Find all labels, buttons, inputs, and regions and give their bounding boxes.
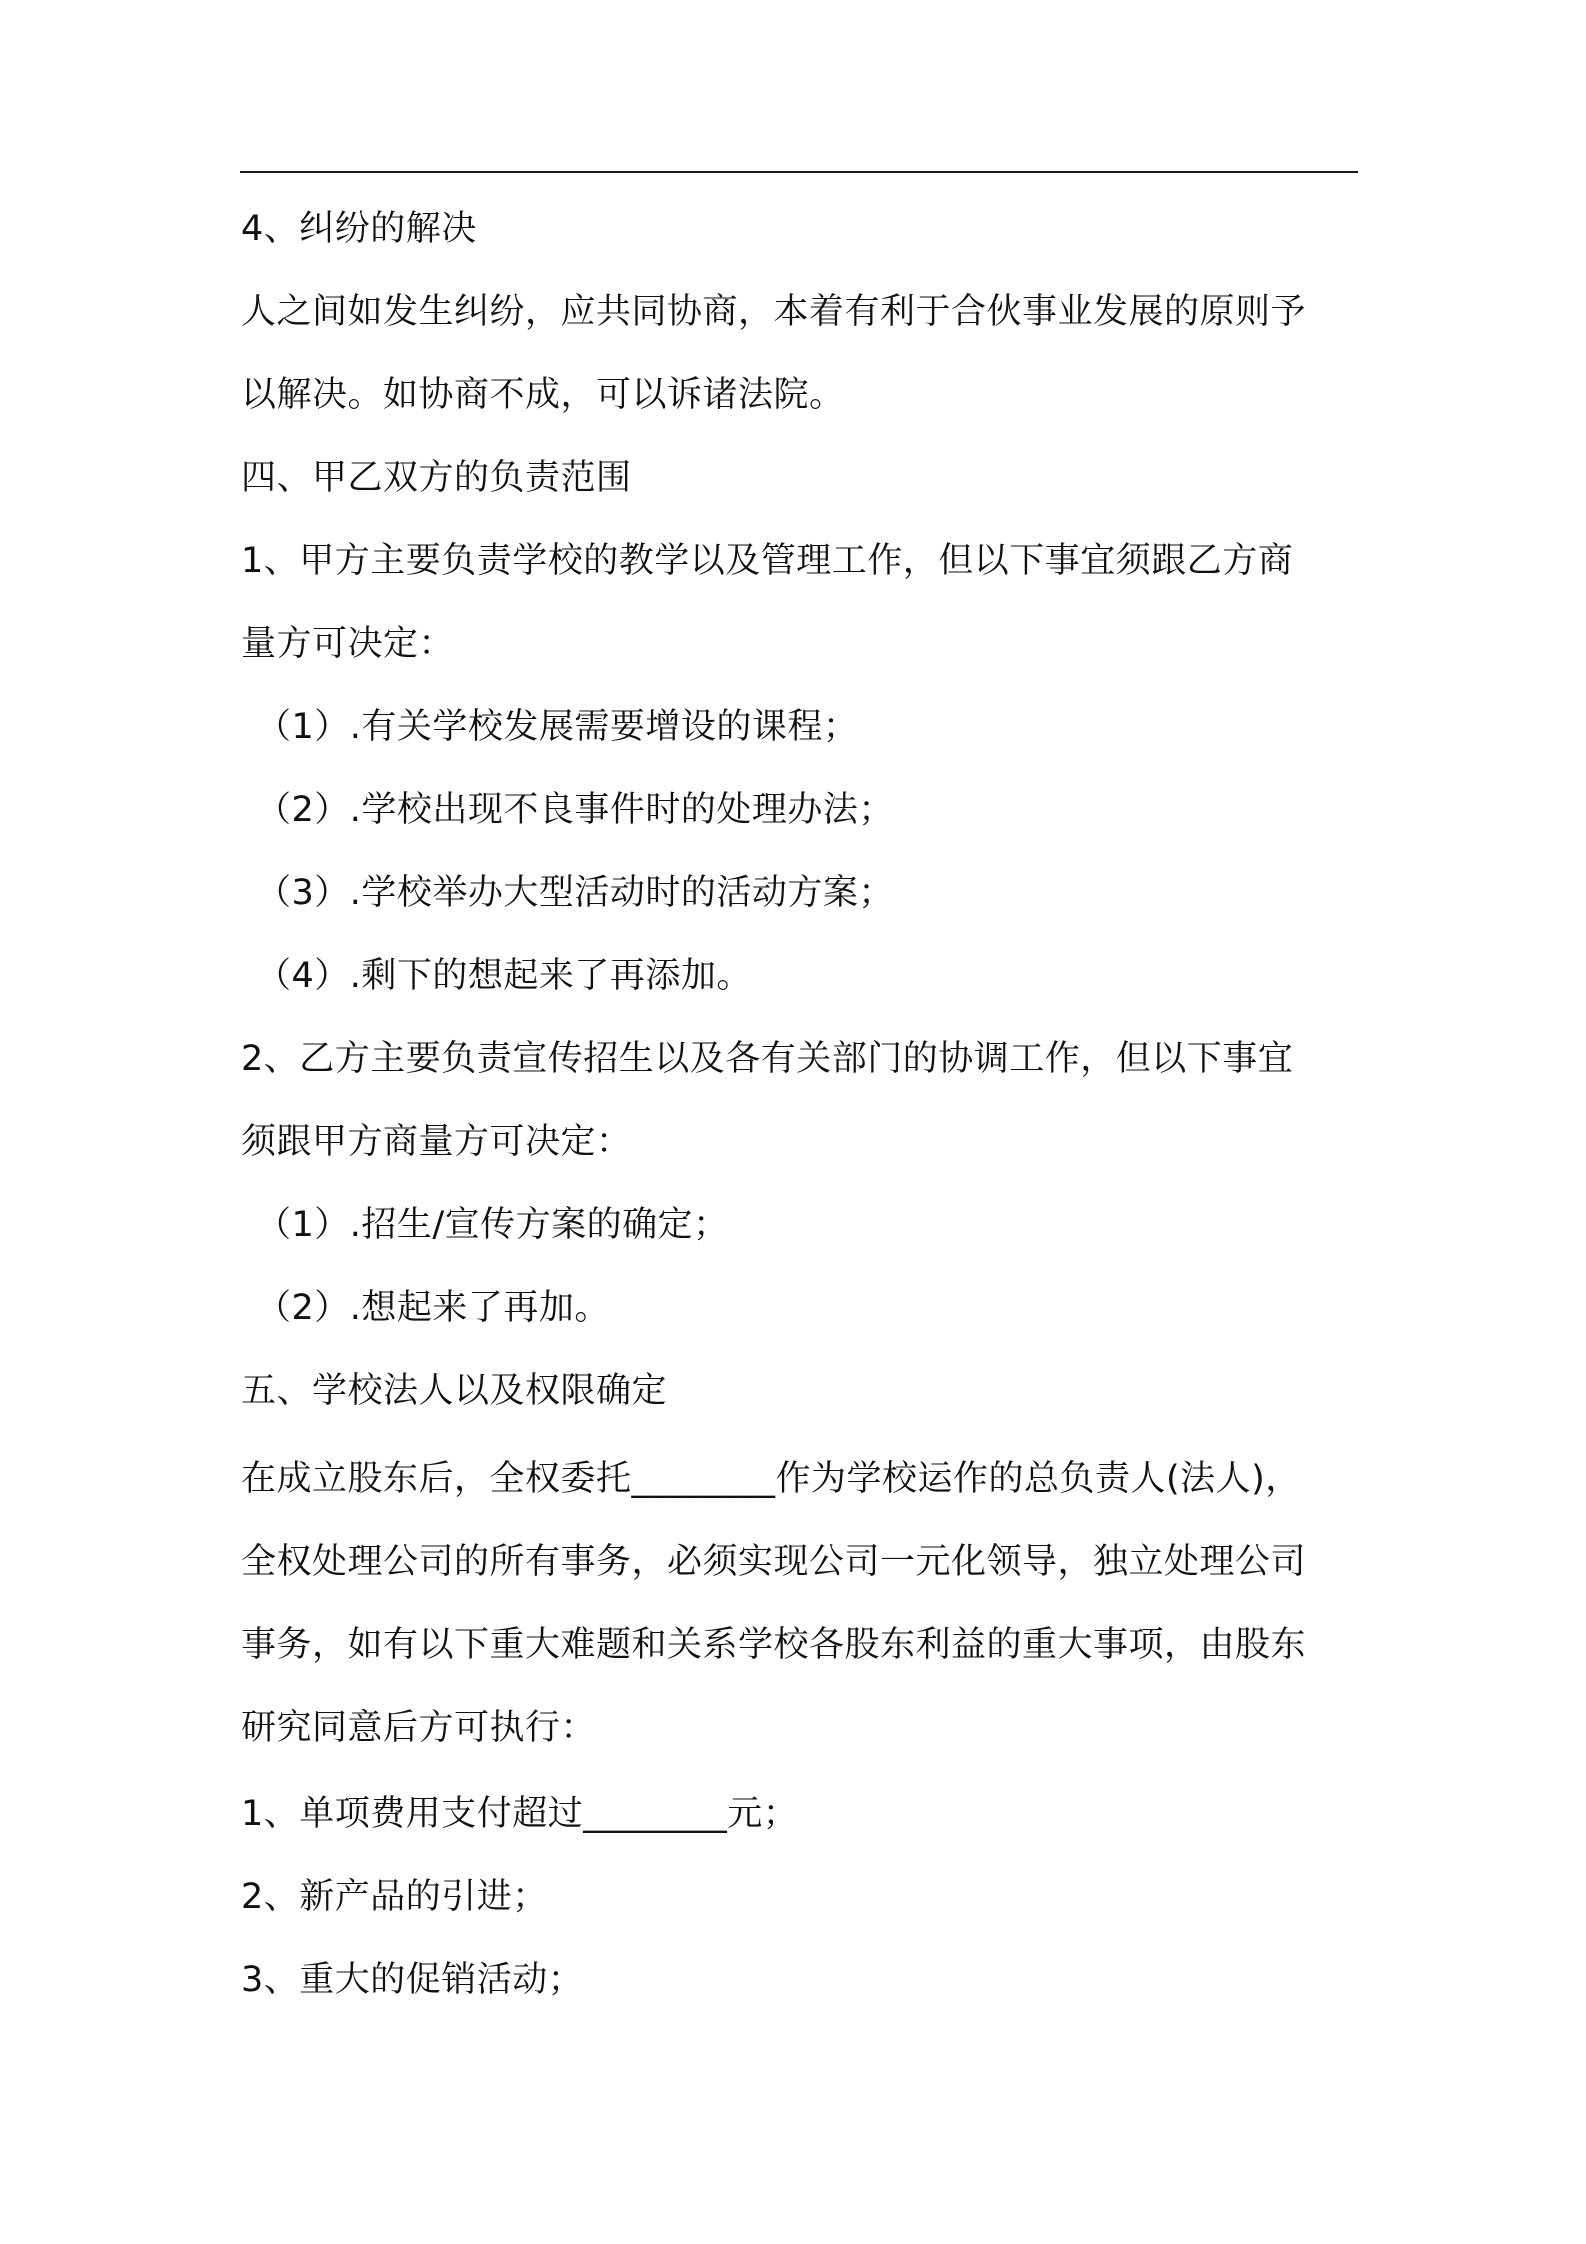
- section-heading: 五、学校法人以及权限确定: [241, 1371, 668, 1411]
- header-rule: [240, 171, 1358, 173]
- paragraph-line: 在成立股东后，全权委托________作为学校运作的总负责人(法人)，: [241, 1459, 1301, 1499]
- section-heading: 4、纠纷的解决: [241, 209, 477, 249]
- list-item: （1）.招生/宣传方案的确定；: [256, 1205, 729, 1245]
- paragraph-line: 全权处理公司的所有事务，必须实现公司一元化领导，独立处理公司: [241, 1542, 1307, 1582]
- paragraph-line: 2、乙方主要负责宣传招生以及各有关部门的协调工作，但以下事宜: [241, 1039, 1294, 1079]
- paragraph-line: 以解决。如协商不成，可以诉诸法院。: [241, 375, 845, 415]
- list-item: （4）.剩下的想起来了再添加。: [256, 956, 752, 996]
- list-item: （1）.有关学校发展需要增设的课程；: [256, 707, 859, 747]
- paragraph-line: 事务，如有以下重大难题和关系学校各股东利益的重大事项，由股东: [241, 1625, 1307, 1665]
- list-item: 1、单项费用支付超过________元；: [241, 1794, 799, 1834]
- paragraph-line: 人之间如发生纠纷，应共同协商，本着有利于合伙事业发展的原则予: [241, 292, 1307, 332]
- paragraph-line: 研究同意后方可执行：: [241, 1708, 597, 1748]
- list-item: （2）.学校出现不良事件时的处理办法；: [256, 790, 894, 830]
- list-item: （3）.学校举办大型活动时的活动方案；: [256, 873, 894, 913]
- list-item: 2、新产品的引进；: [241, 1877, 548, 1917]
- paragraph-line: 须跟甲方商量方可决定：: [241, 1122, 632, 1162]
- list-item: 3、重大的促销活动；: [241, 1960, 584, 2000]
- paragraph-line: 量方可决定：: [241, 624, 455, 664]
- section-heading: 四、甲乙双方的负责范围: [241, 458, 632, 498]
- list-item: （2）.想起来了再加。: [256, 1288, 610, 1328]
- paragraph-line: 1、甲方主要负责学校的教学以及管理工作，但以下事宜须跟乙方商: [241, 541, 1294, 581]
